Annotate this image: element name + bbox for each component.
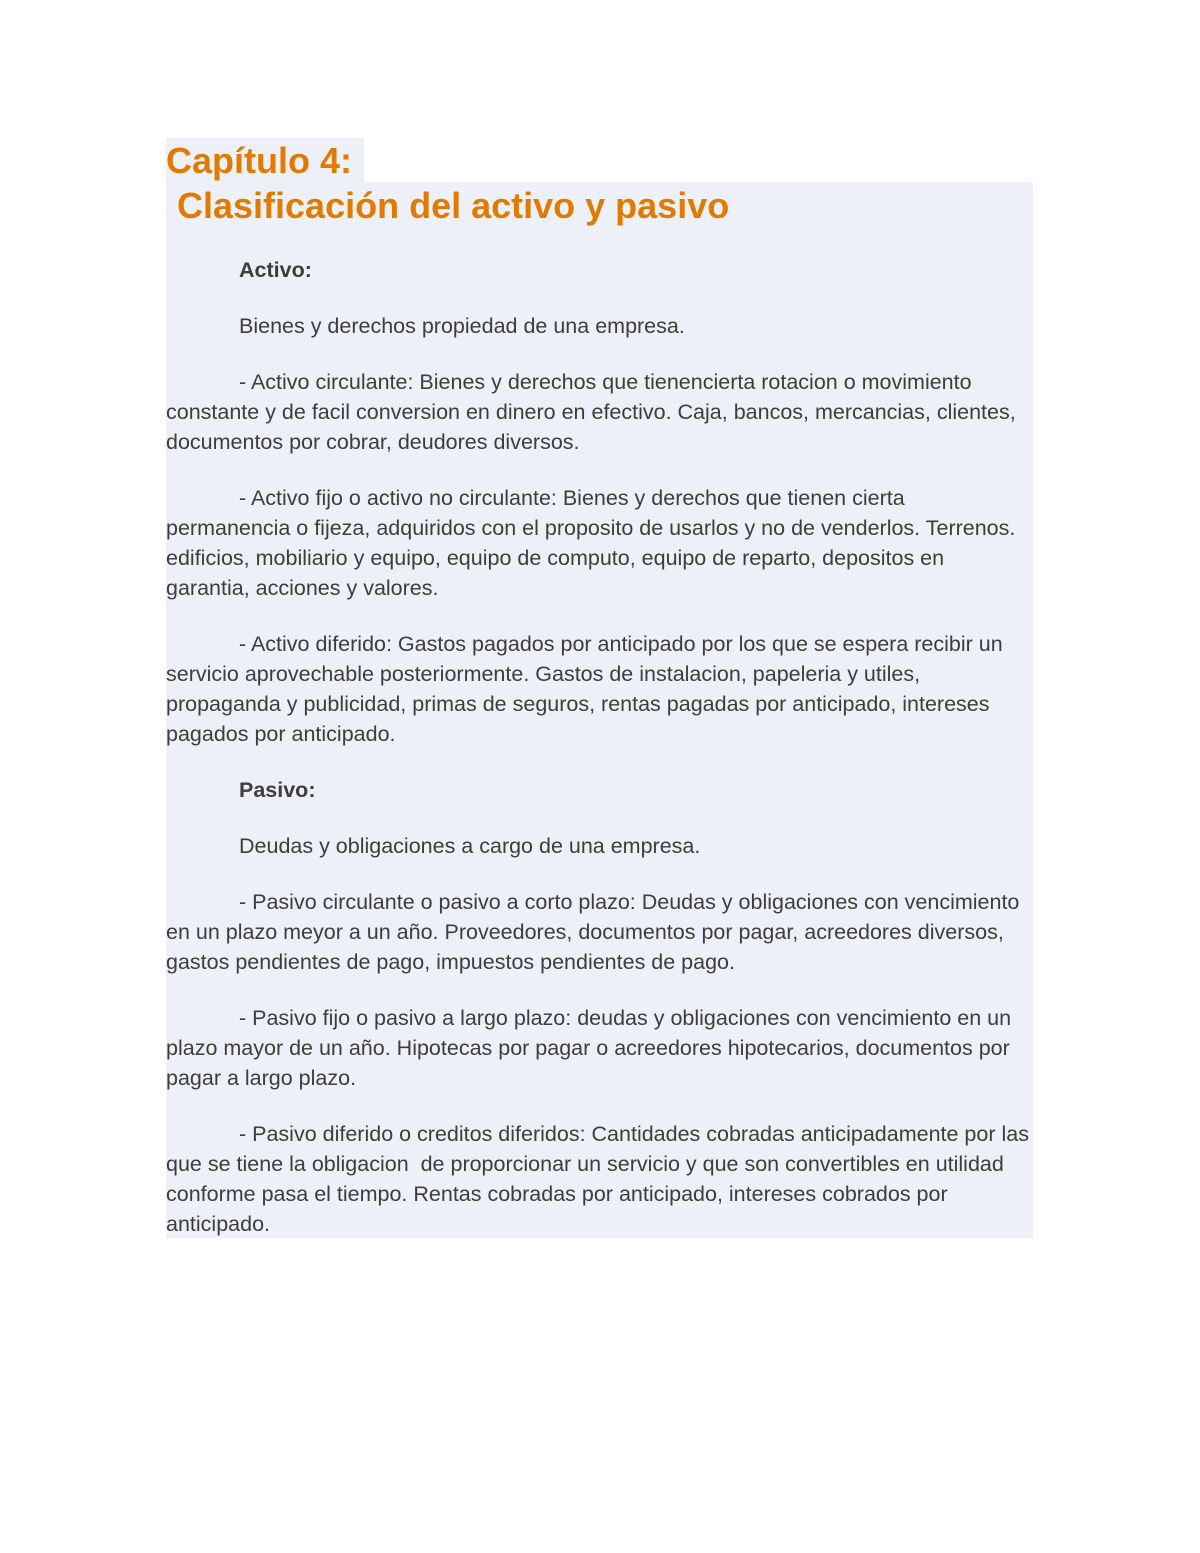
chapter-title: Clasificación del activo y pasivo <box>177 185 730 226</box>
activo-definition: Bienes y derechos propiedad de una empresa. <box>239 314 685 338</box>
pasivo-circulante-paragraph: - Pasivo circulante o pasivo a corto plazo: Deudas y obligaciones con vencimiento en un plazo meyor a un año. Proveedores, documentos por pagar, acreedores diversos, gastos pendientes de pago, impuestos pendientes de pago. <box>166 890 1026 974</box>
activo-heading: Activo: <box>239 258 312 282</box>
chapter-number: Capítulo 4: <box>166 140 352 181</box>
activo-diferido-paragraph: - Activo diferido: Gastos pagados por anticipado por los que se espera recibir un servicio aprovechable posteriormente. Gastos de instalacion, papeleria y utiles, propaganda y publicidad, primas de seguros, rentas pagadas por anticipado, intereses pagados por anticipado. <box>166 632 1009 746</box>
pasivo-heading: Pasivo: <box>239 778 316 802</box>
document-body <box>166 255 1033 1265</box>
activo-circulante-paragraph: - Activo circulante: Bienes y derechos que tienencierta rotacion o movimiento constante y de facil conversion en dinero en efectivo. Caja, bancos, mercancias, clientes, documentos por cobrar, deudores diversos. <box>166 370 1022 454</box>
pasivo-fijo-paragraph: - Pasivo fijo o pasivo a largo plazo: deudas y obligaciones con vencimiento en un plazo mayor de un año. Hipotecas por pagar o acreedores hipotecarios, documentos por pagar a largo plazo. <box>166 1006 1018 1090</box>
pasivo-diferido-paragraph: - Pasivo diferido o creditos diferidos: Cantidades cobradas anticipadamente por las que se tiene la obligacion de proporcionar un servicio y que son convertibles en utilidad conforme pasa el tiempo. Rentas cobradas por anticipado, intereses cobrados por anticipado. <box>166 1122 1035 1236</box>
pasivo-definition: Deudas y obligaciones a cargo de una empresa. <box>239 834 701 858</box>
activo-fijo-paragraph: - Activo fijo o activo no circulante: Bienes y derechos que tienen cierta permanencia o fijeza, adquiridos con el proposito de usarlos y no de venderlos. Terrenos. edificios, mobiliario y equipo, equipo de computo, equipo de reparto, depositos en garantia, acciones y valores. <box>166 486 1022 600</box>
